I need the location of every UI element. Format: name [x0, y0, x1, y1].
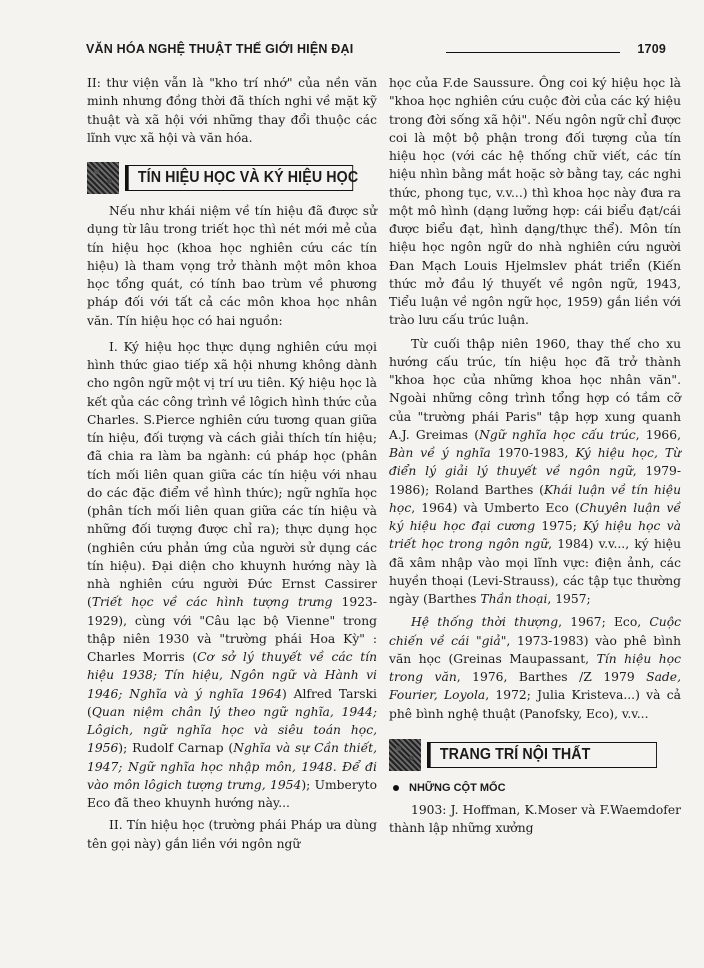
- left-column: [87, 74, 377, 853]
- running-title: VĂN HÓA NGHỆ THUẬT THẾ GIỚI HIỆN ĐẠI: [86, 42, 354, 56]
- paragraph: học của F.de Saussure. Ông coi ký hiệu học là "khoa học nghiên cứu cuộc đời của các ký hiệu trong đời sống xã hội". Nếu ngôn ngữ chỉ được coi là một bộ phận trong đối tượng của tín hiệu học (với các hệ thống chữ viết, các tín hiệu nhìn bằng mắt hoặc sờ bằng tay, các nghi thức, phong tục, v.v...) thì khoa học này đưa ra một mô hình (dạng lưỡng hợp: cái biểu đạt/cái được biểu đạt, hình dạng/thực thể). Môn tín hiệu học ngôn ngữ do nhà nghiên cứu người Đan Mạch Louis Hjelmslev phát triển (Kiến thức mở đầu lý thuyết về ngôn ngữ, 1943, Tiểu luận về ngôn ngữ học, 1959) gắn liền với trào lưu cấu trúc luận.: [389, 76, 681, 328]
- section-heading-semiotics: [87, 162, 377, 196]
- running-header: [86, 38, 666, 60]
- section-title: TRANG TRÍ NỘI THẤT: [427, 742, 657, 768]
- paragraph: II. Tín hiệu học (trường phái Pháp ưa dùng tên gọi này) gắn liền với ngôn ngữ: [87, 818, 377, 851]
- section-marker-icon: [87, 162, 119, 194]
- paragraph: Từ cuối thập niên 1960, thay thế cho xu hướng cấu trúc, tín hiệu học đã trở thành "khoa học của những khoa học nhân văn". Ngoài những công trình tổng hợp có tầm cỡ của "trường phái Paris" tập hợp xung quanh A.J. Greimas (Ngữ nghĩa học cấu trúc, 1966, Bàn về ý nghĩa 1970-1983, Ký hiệu học, Từ điển lý giải lý thuyết về ngôn ngữ, 1979-1986); Roland Barthes (Khái luận về tín hiệu học, 1964) và Umberto Eco (Chuyên luận về ký hiệu học đại cương 1975; Ký hiệu học và triết học trong ngôn ngữ, 1984) v.v..., ký hiệu đã xâm nhập vào mọi lĩnh vực: điện ảnh, các huyền thoại (Levi-Strauss), các tập tục thường ngày (Barthes Thần thoại, 1957;: [389, 336, 682, 606]
- bullet-heading: NHỮNG CỘT MỐC: [393, 779, 681, 797]
- paragraph: Hệ thống thời thượng, 1967; Eco, Cuộc chiến về cái "giả", 1973-1983) vào phê bình văn học (Greinas Maupassant, Tín hiệu học trong văn, 1976, Barthes /Z 1979 Sade, Fourier, Loyola, 1972; Julia Kristeva...) và cả phê bình nghệ thuật (Panofsky, Eco), v.v...: [389, 615, 682, 721]
- bullet-icon: [393, 785, 399, 791]
- header-rule: [446, 52, 620, 53]
- page-number: 1709: [637, 42, 666, 56]
- section-heading-interior: [389, 739, 681, 773]
- paragraph: 1903: J. Hoffman, K.Moser và F.Waemdofer thành lập những xưởng: [389, 802, 681, 835]
- section-title: TÍN HIỆU HỌC VÀ KÝ HIỆU HỌC: [125, 165, 353, 191]
- section-marker-icon: [389, 739, 421, 771]
- paragraph: II: thư viện vẫn là "kho trí nhớ" của nền văn minh nhưng đồng thời đã thích nghi về mặt kỹ thuật và xã hội với những thay đổi thuộc các lĩnh vực xã hội và văn hóa.: [87, 76, 377, 145]
- paragraph: Nếu như khái niệm về tín hiệu đã được sử dụng từ lâu trong triết học thì nét mới mẻ của tín hiệu học (khoa học nghiên cứu các tín hiệu) là tham vọng trở thành một môn khoa học tổng quát, có tính bao trùm về phương pháp đối với tất cả các môn khoa học nhân văn. Tín hiệu học có hai nguồn:: [87, 204, 377, 328]
- paragraph: I. Ký hiệu học thực dụng nghiên cứu mọi hình thức giao tiếp xã hội nhưng không dành cho ngôn ngữ một vị trí ưu tiên. Ký hiệu học là kết qủa các công trình về lôgich hình thức của Charles. S.Pierce nghiên cứu tương quan giữa tín hiệu, đối tượng và cách giải thích tín hiệu; đã chia ra làm ba ngành: cú pháp học (phân tích mối liên quan giữa các tín hiệu với nhau do các đặc điểm về hình thức); ngữ nghĩa học (phân tích mối liên quan giữa các tín hiệu và những đối tượng được chỉ ra); thực dụng học (nghiên cứu phản ứng của người sử dụng các tín hiệu). Đại diện cho khuynh hướng này là nhà nghiên cứu người Đức Ernst Cassirer (Triết học về các hình tượng trưng 1923-1929), cùng với "Câu lạc bộ Vienne" trong thập niên 1930 và "trường phái Hoa Kỳ" : Charles Morris (Cơ sở lý thuyết về các tín hiệu 1938; Tín hiệu, Ngôn ngữ và Hành vi 1946; Nghĩa và ý nghĩa 1964) Alfred Tarski (Quan niệm chân lý theo ngữ nghĩa, 1944; Lôgich, ngữ nghĩa học và siêu toán học, 1956); Rudolf Carnap (Nghĩa và sự Cần thiết, 1947; Ngữ nghĩa học nhập môn, 1948. Để đi vào môn lôgich tượng trưng, 1954); Umberyto Eco đã theo khuynh hướng này...: [87, 339, 377, 810]
- right-column: [389, 74, 681, 837]
